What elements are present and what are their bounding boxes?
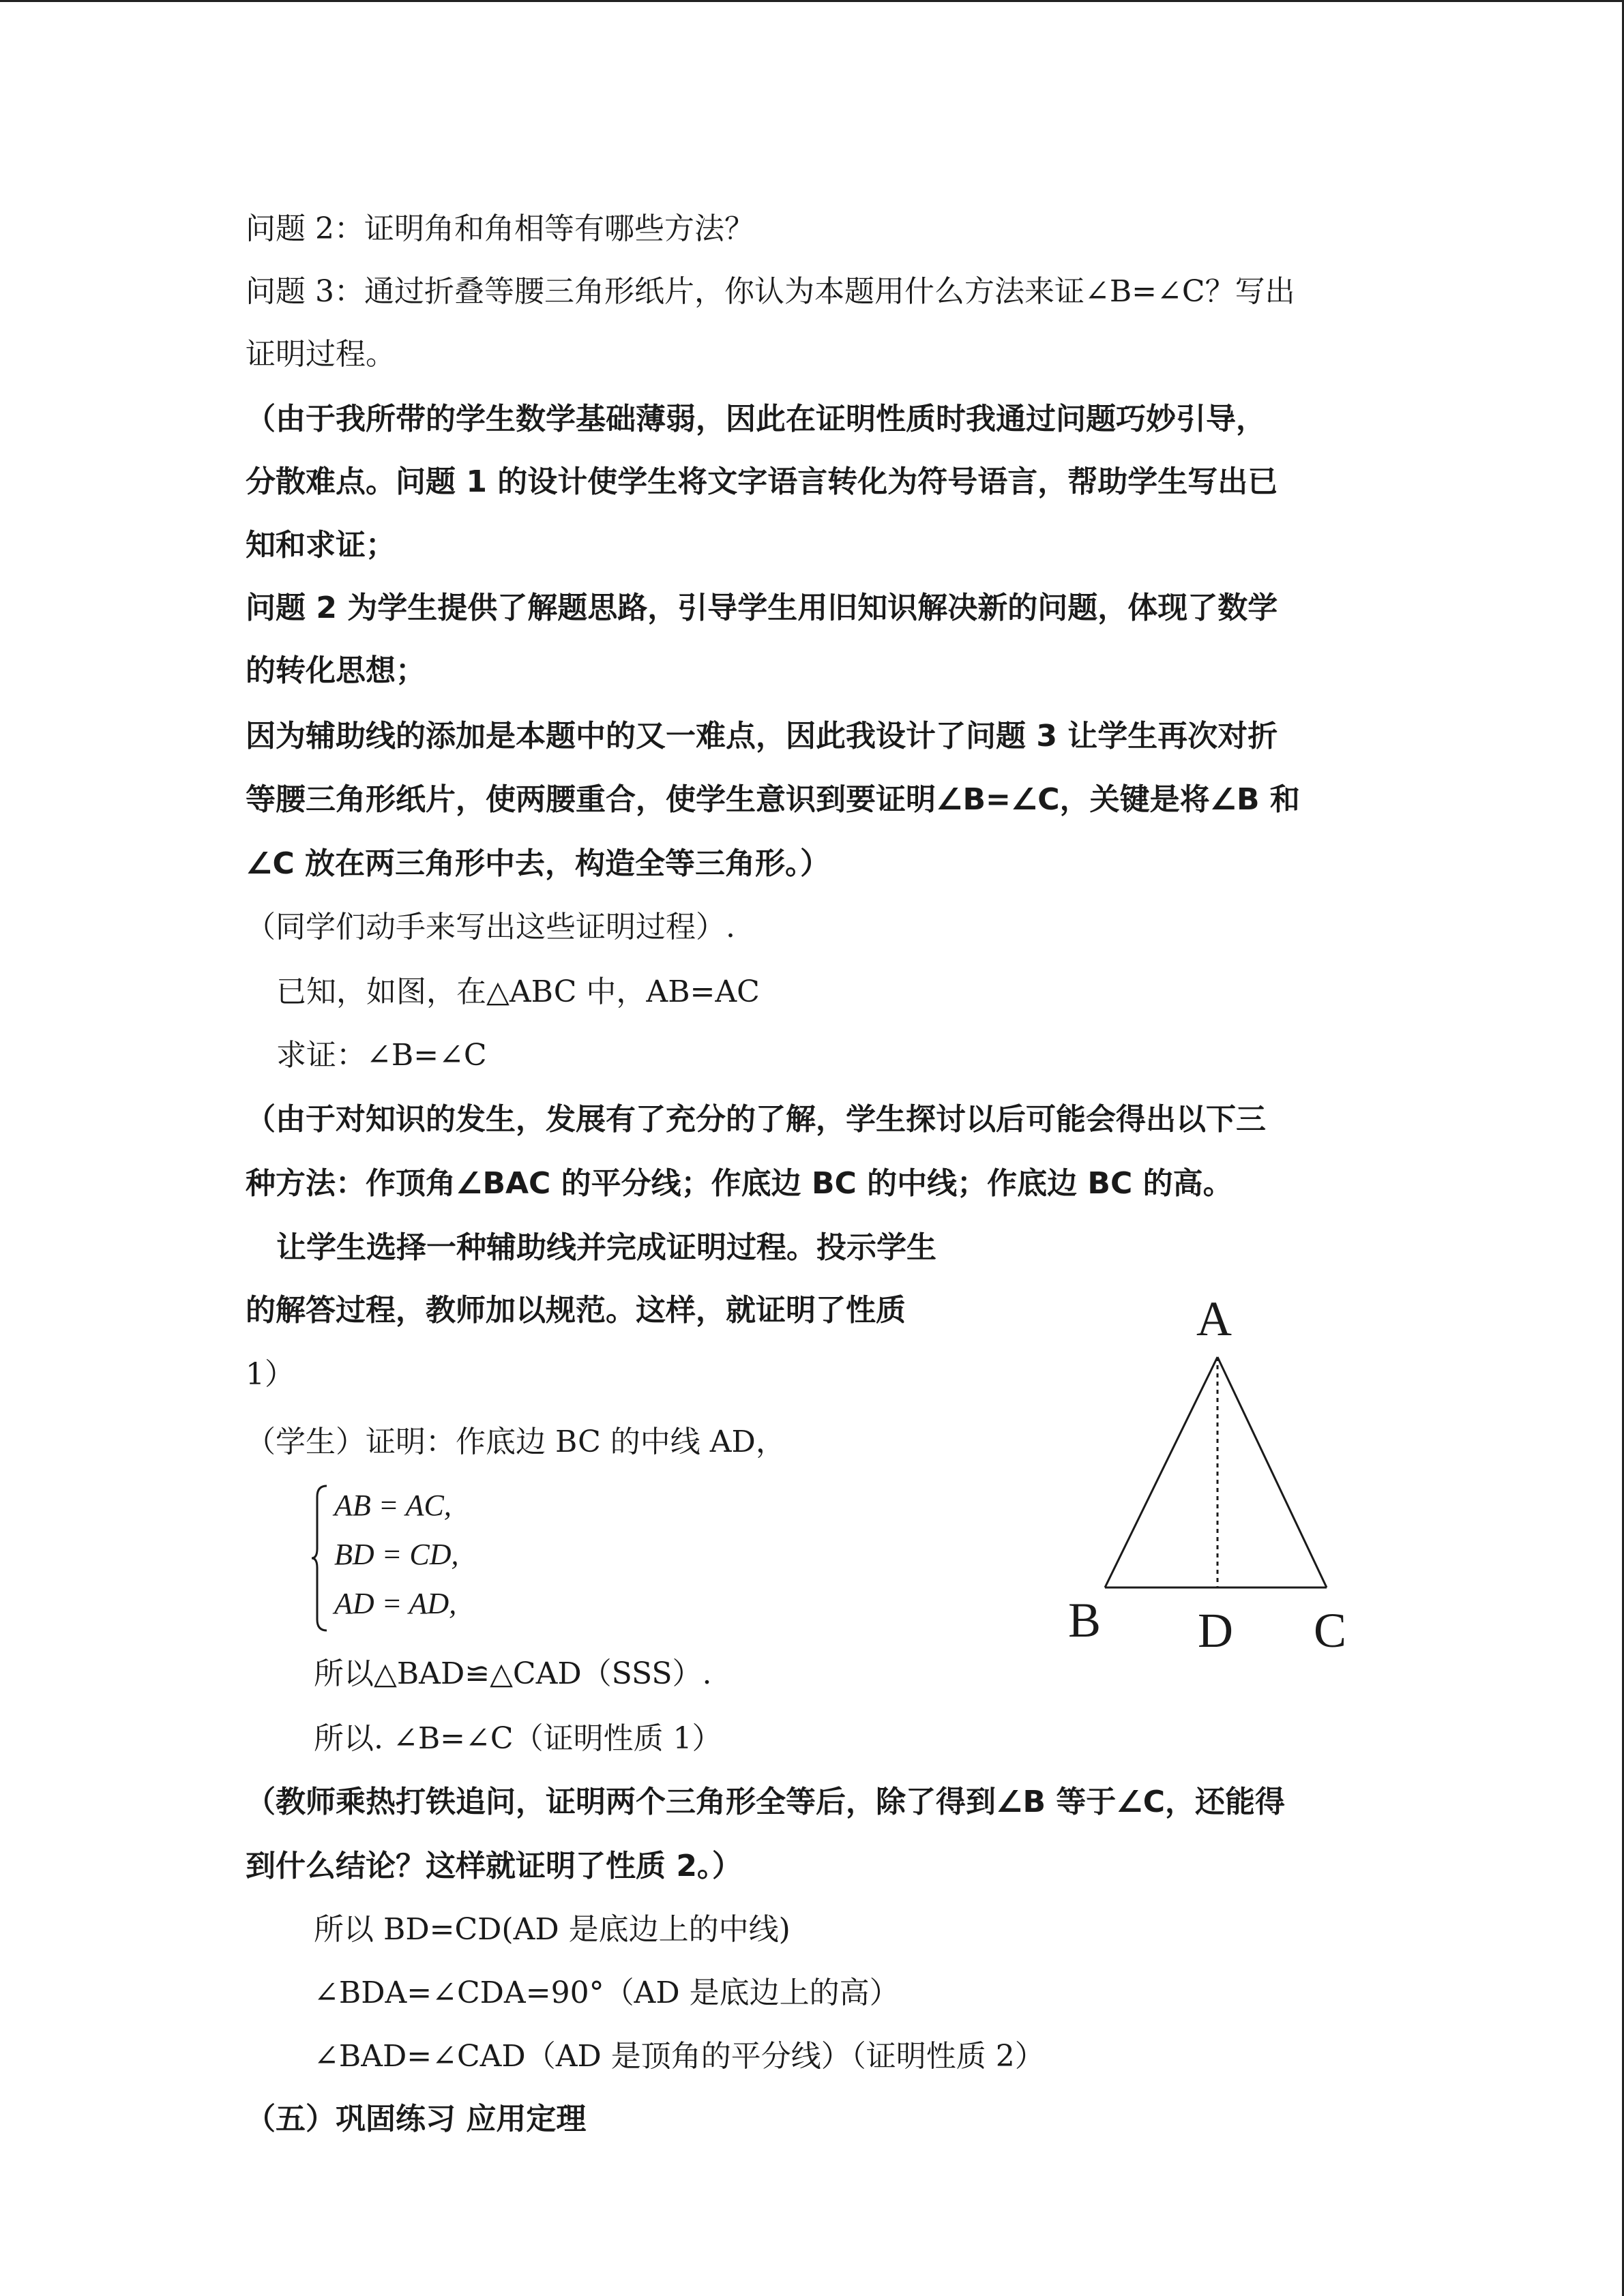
section-5-heading: （五）巩固练习 应用定理 <box>246 2102 587 2136</box>
page-border-top <box>0 0 1624 2</box>
note-1-line2: 分散难点。问题 1 的设计使学生将文字语言转化为符号语言，帮助学生写出已 <box>246 464 1278 499</box>
note-3-line1: 因为辅助线的添加是本题中的又一难点，因此我设计了问题 3 让学生再次对折 <box>246 719 1278 754</box>
note-2-line2: 的转化思想； <box>246 653 426 688</box>
isosceles-triangle-figure <box>1064 1289 1378 1671</box>
note-3-line2: 等腰三角形纸片，使两腰重合，使学生意识到要证明∠B=∠C，关键是将∠B 和 <box>246 782 1300 817</box>
note-4-line2: 种方法：作顶角∠BAC 的平分线；作底边 BC 的中线；作底边 BC 的高。 <box>246 1166 1233 1201</box>
vertex-label-c: C <box>1313 1603 1347 1658</box>
note-4-line1: （由于对知识的发生，发展有了充分的了解，学生探讨以后可能会得出以下三 <box>246 1102 1266 1137</box>
angle-equality-statement: 所以. ∠B=∠C（证明性质 1） <box>314 1721 722 1756</box>
note-6-line1: （教师乘热打铁追问，证明两个三角形全等后，除了得到∠B 等于∠C，还能得 <box>246 1785 1286 1819</box>
given-statement: 已知，如图，在△ABC 中，AB=AC <box>276 974 760 1009</box>
note-5-line3: 1） <box>246 1357 295 1392</box>
equation-bd-cd: BD = CD, <box>334 1538 459 1571</box>
prove-statement: 求证：∠B=∠C <box>276 1038 487 1073</box>
note-5-line1: 让学生选择一种辅助线并完成证明过程。投示学生 <box>276 1230 936 1265</box>
conclusion-3: ∠BAD=∠CAD（AD 是顶角的平分线）（证明性质 2） <box>314 2039 1045 2074</box>
equation-ad-ad: AD = AD, <box>334 1587 457 1620</box>
note-1-line3: 知和求证； <box>246 528 396 563</box>
note-5-line2: 的解答过程，教师加以规范。这样，就证明了性质 <box>246 1293 906 1328</box>
proof-intro: （学生）证明：作底边 BC 的中线 AD， <box>246 1425 786 1459</box>
note-6-line2: 到什么结论？这样就证明了性质 2。） <box>246 1849 742 1883</box>
note-3-line3: ∠C 放在两三角形中去，构造全等三角形。） <box>246 846 831 881</box>
question-3-line1: 问题 3：通过折叠等腰三角形纸片，你认为本题用什么方法来证∠B=∠C？写出 <box>246 274 1295 309</box>
equation-brace <box>310 1483 331 1633</box>
question-3-line2: 证明过程。 <box>246 337 396 372</box>
vertex-label-a: A <box>1196 1292 1232 1346</box>
note-2-line1: 问题 2 为学生提供了解题思路，引导学生用旧知识解决新的问题，体现了数学 <box>246 591 1278 625</box>
side-ac <box>1217 1357 1327 1587</box>
point-label-d: D <box>1198 1603 1233 1658</box>
hands-on-text: （同学们动手来写出这些证明过程）. <box>246 910 735 944</box>
conclusion-1: 所以 BD=CD(AD 是底边上的中线) <box>314 1912 791 1947</box>
side-ab <box>1105 1357 1217 1587</box>
conclusion-2: ∠BDA=∠CDA=90°（AD 是底边上的高） <box>314 1976 900 2010</box>
congruence-statement: 所以△BAD≌△CAD（SSS）. <box>314 1656 712 1691</box>
note-1-line1: （由于我所带的学生数学基础薄弱，因此在证明性质时我通过问题巧妙引导， <box>246 402 1266 436</box>
vertex-label-b: B <box>1067 1593 1102 1648</box>
equation-ab-ac: AB = AC, <box>334 1489 452 1522</box>
question-2: 问题 2：证明角和角相等有哪些方法？ <box>246 211 754 246</box>
